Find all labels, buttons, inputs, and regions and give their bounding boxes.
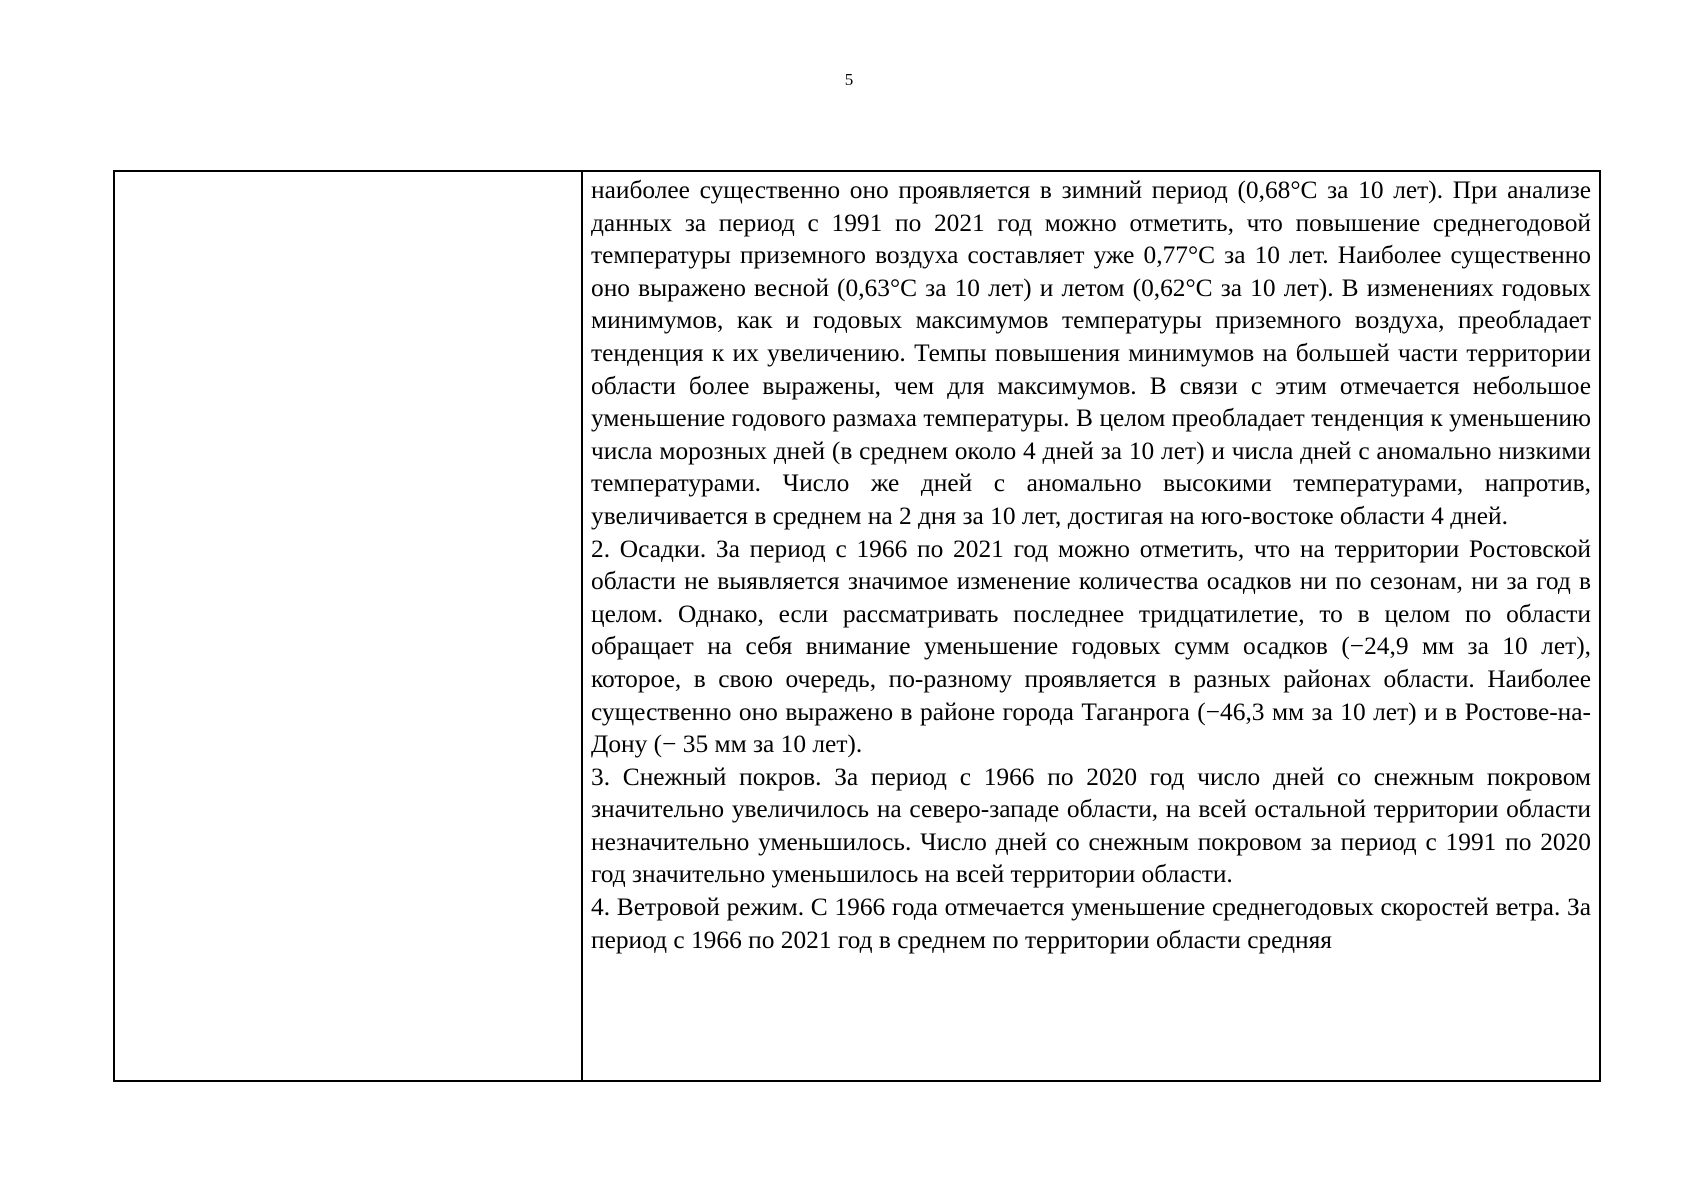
paragraph-precipitation: 2. Осадки. За период с 1966 по 2021 год можно отметить, что на территории Ростовской области не выявляется значимое изменение количества осадков ни по сезонам, ни за год в целом. Однако, если рассматривать последнее тридцатилетие, то в целом по области обращает на себя внимание уменьшение годовых сумм осадков (−24,9 мм за 10 лет), которое, в свою очередь, по-разному проявляется в разных районах области. Наиболее существенно оно выражено в районе города Таганрога (−46,3 мм за 10 лет) и в Ростове-на-Дону (− 35 мм за 10 лет). bbox=[591, 534, 1591, 759]
paragraph-wind-regime: 4. Ветровой режим. С 1966 года отмечается уменьшение среднегодовых скоростей ветра. За период с 1966 по 2021 год в среднем по территории области средняя bbox=[591, 893, 1591, 954]
table-left-cell bbox=[115, 172, 583, 1080]
paragraph-temperature: наиболее существенно оно проявляется в зимний период (0,68°С за 10 лет). При анализе данных за период с 1991 по 2021 год можно отметить, что повышение среднегодовой температуры приземного воздуха составляет уже 0,77°С за 10 лет. Наиболее существенно оно выражено весной (0,63°С за 10 лет) и летом (0,62°С за 10 лет). В изменениях годовых минимумов, как и годовых максимумов температуры приземного воздуха, преобладает тенденция к их увеличению. Темпы повышения минимумов на большей части территории области более выражены, чем для максимумов. В связи с этим отмечается небольшое уменьшение годового размаха температуры. В целом преобладает тенденция к уменьшению числа морозных дней (в среднем около 4 дней за 10 лет) и числа дней с аномально низкими температурами. Число же дней с аномально высокими температурами, напротив, увеличивается в среднем на 2 дня за 10 лет, достигая на юго-востоке области 4 дней. bbox=[591, 176, 1591, 530]
table-right-cell bbox=[583, 172, 1599, 1080]
document-table bbox=[113, 170, 1601, 1082]
page-number: 5 bbox=[844, 70, 854, 89]
paragraph-snow-cover: 3. Снежный покров. За период с 1966 по 2020 год число дней со снежным покровом значительно увеличилось на северо-западе области, на всей остальной территории области незначительно уменьшилось. Число дней со снежным покровом за период с 1991 по 2020 год значительно уменьшилось на всей территории области. bbox=[591, 762, 1591, 889]
